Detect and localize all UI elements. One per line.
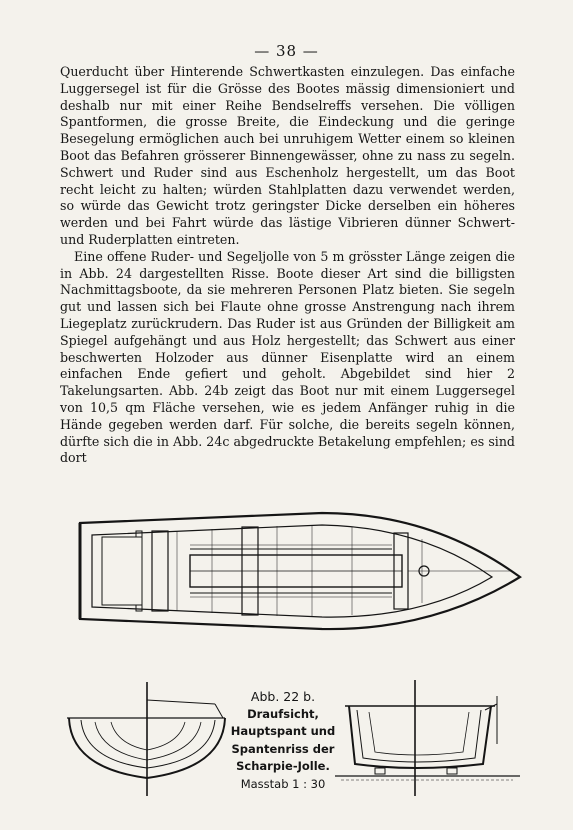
- caption-title: Abb. 22 b.: [250, 689, 316, 704]
- figure-caption: [228, 688, 338, 793]
- caption-line-2: Hauptspant und: [230, 724, 336, 738]
- body-text: [60, 64, 515, 467]
- caption-line-3: Spantenriss der: [231, 741, 335, 756]
- page-number: — 38 —: [254, 42, 319, 60]
- caption-line-4: Scharpie-Jolle.: [236, 759, 330, 773]
- paragraph-1: Querducht über Hinterende Schwertkasten einzulegen. Das einfache Luggersegel ist für die Grösse des Bootes mässig dimensioniert und deshalb nur mit einer Reihe Bendselreffs versehen. Die völligen Spantformen, die grosse Breite, die Eindeckung und die geringe Besegelung ermöglichen auch bei unruhigem Wetter einem so kleinen Boot das Befahren grösserer Binnengewässer, ohne zu nass zu segeln. Schwert und Ruder sind aus Eschenholz hergestellt, um das Boot recht leicht zu halten; würden Stahlplatten dazu verwendet werden, so würde das Gewicht trotz geringster Dicke derselben ein höheres werden und bei Fahrt würde das lästige Vibrieren dünner Schwert- und Ruderplatten eintreten.: [60, 64, 515, 247]
- figure-body-plan: [335, 680, 520, 798]
- paragraph-2: Eine offene Ruder- und Segeljolle von 5 m grösster Länge zeigen die in Abb. 24 dargestellten Risse. Boote dieser Art sind die billigsten Nachmittagsboote, da sie mehreren Personen Platz bieten. Sie segeln gut und lassen sich bei Flaute ohne grosse Anstrengung nach ihrem Liegeplatz zurückrudern. Das Ruder ist aus Gründen der Billigkeit am Spiegel aufgehängt und aus Holz hergestellt; das Schwert aus einer beschwerten Holzoder aus dünner Eisenplatte wird an einem einfachen Ende gefiert und geholt. Abgebildet sind hier 2 Takelungsarten. Abb. 24b zeigt das Boot nur mit einem Luggersegel von 10,5 qm Fläche versehen, wie es jedem Anfänger ruhig in die Hände gegeben werden darf. Für solche, die bereits segeln können, dürfte sich die in Abb. 24c abgedruckte Betakelung empfehlen; es sind dort: [60, 248, 515, 466]
- figure-cross-section: [55, 680, 235, 798]
- caption-line-1: Draufsicht,: [247, 706, 319, 721]
- figure-plan-view: [72, 505, 522, 635]
- caption-scale: Masstab 1 : 30: [240, 776, 326, 791]
